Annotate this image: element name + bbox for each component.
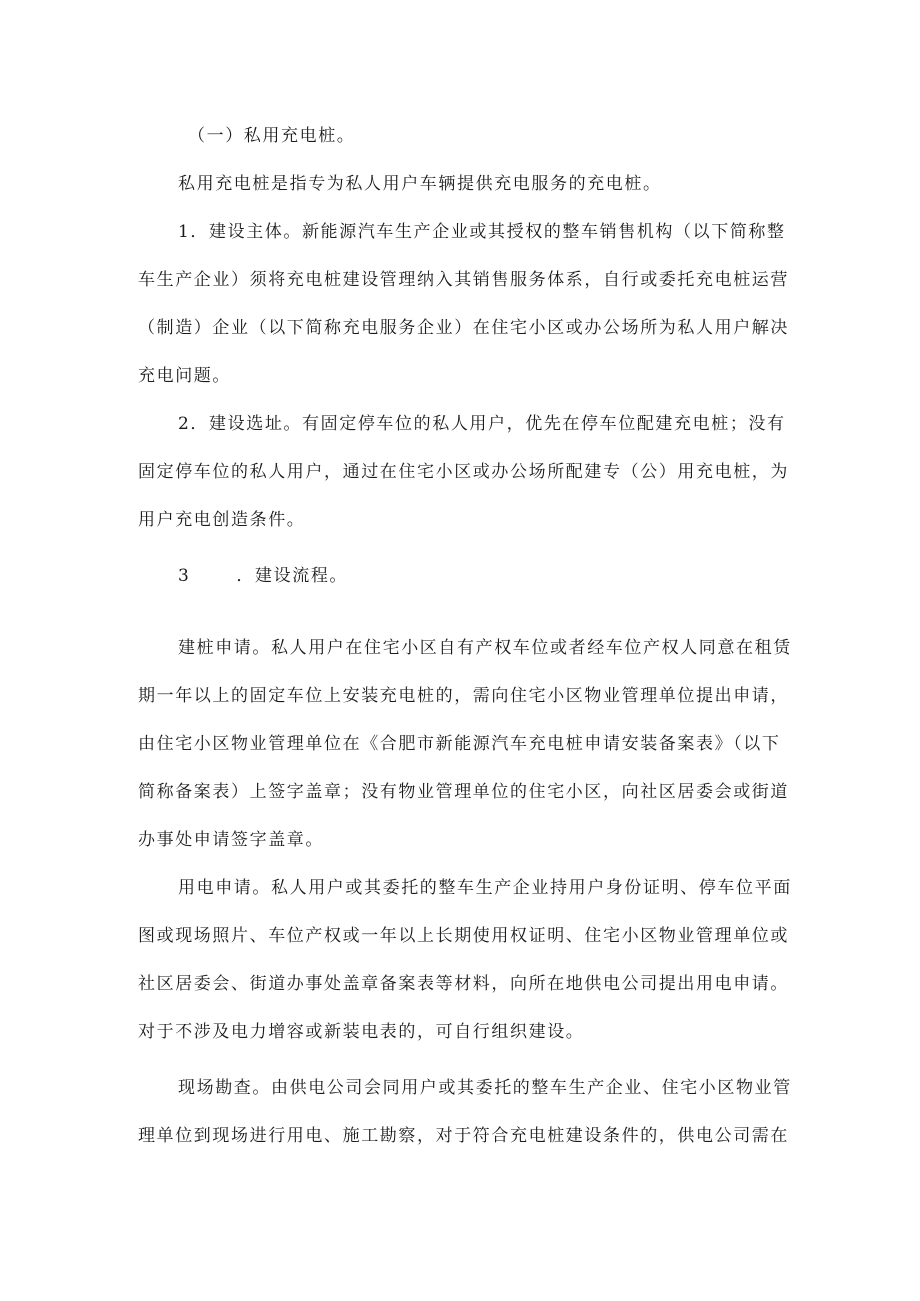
item2-line-1: 2．建设选址。有固定停车位的私人用户，优先在停车位配建充电桩；没有 (178, 414, 786, 434)
item1-line-3: （制造）企业（以下简称充电服务企业）在住宅小区或办公场所为私人用户解决 (138, 318, 789, 338)
item1-line-2: 车生产企业）须将充电桩建设管理纳入其销售服务体系，自行或委托充电桩运营 (138, 270, 789, 290)
section-heading: （一）私用充电桩。 (188, 126, 356, 146)
apply-line-5: 办事处申请签字盖章。 (138, 830, 324, 850)
item3-heading (178, 564, 348, 588)
item3-title: ．建设流程。 (236, 566, 349, 586)
apply-line-1: 建桩申请。私人用户在住宅小区自有产权车位或者经车位产权人同意在租赁 (178, 638, 792, 658)
survey-line-2: 理单位到现场进行用电、施工勘察，对于符合充电桩建设条件的，供电公司需在 (138, 1126, 789, 1146)
apply-line-2: 期一年以上的固定车位上安装充电桩的，需向住宅小区物业管理单位提出申请， (138, 686, 789, 706)
item3-number: 3 (178, 566, 191, 586)
power-line-4: 对于不涉及电力增容或新装电表的，可自行组织建设。 (138, 1022, 585, 1042)
item2-line-2: 固定停车位的私人用户，通过在住宅小区或办公场所配建专（公）用充电桩，为 (138, 462, 789, 482)
power-line-3: 社区居委会、街道办事处盖章备案表等材料，向所在地供电公司提出用电申请。 (138, 974, 789, 994)
power-line-1: 用电申请。私人用户或其委托的整车生产企业持用户身份证明、停车位平面 (178, 878, 792, 898)
survey-line-1: 现场勘查。由供电公司会同用户或其委托的整车生产企业、住宅小区物业管 (178, 1078, 792, 1098)
item2-line-3: 用户充电创造条件。 (138, 510, 306, 530)
apply-line-3: 由住宅小区物业管理单位在《合肥市新能源汽车充电桩申请安装备案表》（以下 (138, 734, 781, 754)
power-line-2: 图或现场照片、车位产权或一年以上长期使用权证明、住宅小区物业管理单位或 (138, 926, 789, 946)
item1-line-4: 充电问题。 (138, 366, 231, 386)
apply-line-4: 简称备案表）上签字盖章；没有物业管理单位的住宅小区，向社区居委会或街道 (138, 782, 789, 802)
item1-line-1: 1．建设主体。新能源汽车生产企业或其授权的整车销售机构（以下简称整 (178, 222, 786, 242)
definition-paragraph: 私用充电桩是指专为私人用户车辆提供充电服务的充电桩。 (178, 174, 662, 194)
